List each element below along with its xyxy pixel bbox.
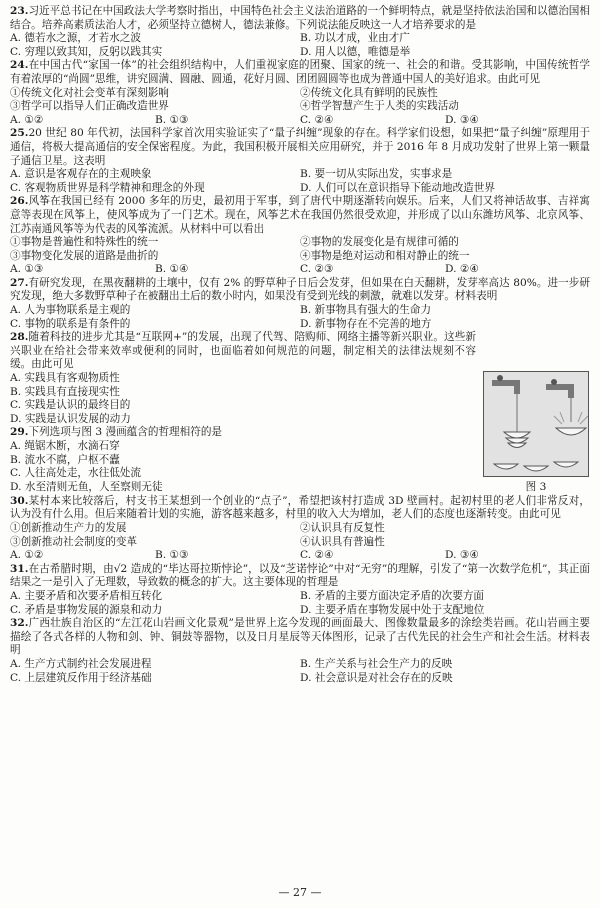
option-c[interactable]: C. 人往高处走，水往低处流: [10, 467, 141, 480]
option-a[interactable]: A. ①③: [10, 263, 44, 276]
option-b[interactable]: B. 生产关系与社会生产力的反映: [300, 657, 453, 670]
option-d[interactable]: D. ③④: [445, 113, 479, 126]
statement-4: ④哲学智慧产生于人类的实践活动: [300, 100, 459, 113]
question-stem: 在古希腊时期，由√2 造成的“毕达哥拉斯悖论”，以及“芝诺悖论”中对“无穷”的理解，引发了“第一次数学危机”，其正面结果之一是引入了无理数，导致数的概念的扩大。这主要体现的哲理是: [10, 562, 590, 589]
option-b[interactable]: B. ①③: [155, 113, 189, 126]
option-d[interactable]: D. ③④: [445, 549, 479, 562]
option-a[interactable]: A. ①②: [10, 549, 44, 562]
options-row: [10, 46, 590, 60]
option-c[interactable]: C. 实践是认识的最终目的: [10, 399, 131, 412]
option-d[interactable]: D. 实践是认识发展的动力: [10, 412, 131, 425]
statement-3: ③哲学可以指导人们正确改造世界: [10, 100, 169, 113]
option-c[interactable]: C. 上层建筑反作用于经济基础: [10, 671, 152, 684]
question-number: 31.: [10, 562, 29, 575]
option-a[interactable]: A. 实践具有客观物质性: [10, 372, 120, 385]
option-a[interactable]: A. 德若水之源，才若水之波: [10, 32, 141, 45]
items-row: [10, 536, 590, 550]
option-d[interactable]: D. 用人以德，唯德是举: [300, 45, 411, 58]
option-b[interactable]: B. 新事物具有强大的生命力: [300, 304, 432, 317]
option-b[interactable]: B. 矛盾的主要方面决定矛盾的次要方面: [300, 590, 485, 602]
question-number: 24.: [10, 59, 29, 72]
question-26: [10, 195, 590, 277]
question-stem: 广西壮族自治区的“左江花山岩画文化景观”是世界上迄今发现的画面最大、图像数量最多的涂绘类岩画。花山岩画主要描绘了各式各样的人物和剑、钟、铜鼓等器物，以及日月星辰等天体图形，记录了古代先民的社会生产和社会生活。材料表明: [10, 617, 590, 657]
option-a[interactable]: A. 意识是客观存在的主观映象: [10, 168, 152, 181]
statement-1: ①传统文化对社会变革有深刻影响: [10, 86, 169, 99]
question-number: 23.: [10, 5, 29, 17]
question-number: 28.: [10, 331, 29, 344]
option-a[interactable]: A. 生产方式制约社会发展进程: [10, 657, 152, 670]
option-d[interactable]: D. 新事物存在不完善的地方: [300, 317, 432, 330]
options-row: [10, 168, 590, 182]
option-b[interactable]: B. 实践具有直接现实性: [10, 385, 120, 398]
items-row: [10, 236, 590, 250]
page-number: — 27 —: [278, 886, 322, 900]
options-row: [10, 658, 590, 672]
question-number: 25.: [10, 127, 29, 140]
question-29: [10, 426, 476, 494]
figure-3: [482, 331, 590, 495]
items-row: [10, 250, 590, 264]
options-row: [10, 318, 590, 332]
options-row: [10, 182, 590, 196]
questions-28-29-block: [10, 331, 590, 495]
options-row: [10, 590, 590, 604]
options-row: [10, 263, 590, 277]
statement-2: ②传统文化具有鲜明的民族性: [300, 86, 438, 99]
option-c[interactable]: C. 事物的联系是有条件的: [10, 317, 131, 330]
question-stem: 20 世纪 80 年代初，法国科学家首次用实验证实了“量子纠缠”现象的存在。科学家们设想，如果把“量子纠缠”原理用于通信，将极大提高通信的安全保密程度。为此，我国积极开展相关应用研究，并于 2016 年 8 月成功发射了世界上第一颗量子通信卫星。这表明: [10, 127, 590, 167]
question-number: 29.: [10, 426, 29, 439]
option-c[interactable]: C. 客观物质世界是科学精神和理念的外现: [10, 181, 205, 194]
option-d[interactable]: D. 社会意识是对社会存在的反映: [300, 671, 453, 684]
option-c[interactable]: C. ②③: [300, 263, 334, 276]
options-row: [10, 304, 590, 318]
options-row: [10, 549, 590, 563]
items-row: [10, 100, 590, 114]
question-stem: 习近平总书记在中国政法大学考察时指出，中国特色社会主义法治道路的一个鲜明特点，就是坚持依法治国和以德治国相结合。培养高素质法治人才，必须坚持立德树人，德法兼修。下列说法能反映这一人才培养要求的是: [10, 5, 590, 31]
question-stem: 风筝在我国已经有 2000 多年的历史，最初用于军事，到了唐代中期逐渐转向娱乐。后来，人们又将神话故事、吉祥寓意等表现在风筝上，使风筝成为了一门艺术。现在，风筝艺术在我国仍然很受欢迎，并形成了以山东潍坊风筝、北京风筝、江苏南通风筝等为代表的风筝流派。从材料中可以看出: [10, 195, 590, 235]
question-stem: 某村本来比较落后，村支书王某想到一个创业的“点子”，希望把该村打造成 3D 壁画村。起初村里的老人们非常反对，认为没有什么用。但后来随着计划的实施，游客越来越多，村里的收入大为增加，老人们的态度也逐渐转变。由此可见: [10, 494, 590, 521]
option-a[interactable]: A. 主要矛盾和次要矛盾相互转化: [10, 590, 163, 602]
question-number: 26.: [10, 195, 29, 208]
statement-3: ③创新推动社会制度的变革: [10, 535, 138, 548]
option-b[interactable]: B. ①③: [155, 549, 189, 562]
statement-2: ②事物的发展变化是有规律可循的: [300, 236, 459, 249]
option-b[interactable]: B. 要一切从实际出发，实事求是: [300, 168, 453, 181]
statement-1: ①创新推动生产力的发展: [10, 522, 127, 535]
statement-4: ④事物是绝对运动和相对静止的统一: [300, 249, 470, 262]
question-number: 32.: [10, 617, 29, 630]
option-a[interactable]: A. 人为事物联系是主观的: [10, 304, 131, 317]
items-row: [10, 87, 590, 101]
question-23: [10, 5, 590, 59]
option-d[interactable]: D. 水至清则无鱼，人至察则无徒: [10, 480, 163, 493]
question-31: [10, 563, 590, 617]
question-stem: 有研究发现，在黑夜翻耕的土壤中，仅有 2% 的野草种子日后会发芽，但如果在白天翻耕，发芽率高达 80%。进一步研究发现，绝大多数野草种子在被翻出土后的数小时内，如果没有受到光线的刺激，就难以发芽。材料表明: [10, 276, 590, 303]
option-d[interactable]: D. 人们可以在意识指导下能动地改造世界: [300, 181, 495, 194]
options-row: [10, 114, 590, 128]
faucet-bowls-cartoon-image: [483, 371, 589, 477]
question-30: [10, 495, 590, 563]
option-b[interactable]: B. ①④: [155, 263, 189, 276]
option-a[interactable]: A. 绳锯木断，水滴石穿: [10, 440, 120, 452]
option-c[interactable]: C. ②④: [300, 113, 334, 126]
statement-3: ③事物变化发展的道路是曲折的: [10, 249, 159, 262]
question-number: 30.: [10, 494, 29, 507]
option-c[interactable]: C. ②④: [300, 549, 334, 562]
question-stem: 随着科技的进步尤其是“互联网+”的发展，出现了代驾、陪购师、网络主播等新兴职业。这些新兴职业在给社会带来效率或便利的同时，也面临着如何规范的问题，制定相关的法律法规刻不容缓。由此可见: [10, 331, 476, 371]
question-24: [10, 59, 590, 127]
question-25: [10, 127, 590, 195]
question-number: 27.: [10, 276, 29, 289]
option-c[interactable]: C. 穷理以致其知，反躬以践其实: [10, 45, 163, 58]
option-d[interactable]: D. ②④: [445, 263, 479, 276]
option-b[interactable]: B. 功以才成，业由才广: [300, 32, 410, 45]
options-row: [10, 672, 590, 686]
option-a[interactable]: A. ①②: [10, 113, 44, 126]
figure-caption: 图 3: [525, 481, 547, 494]
items-row: [10, 522, 590, 536]
options-row: [10, 604, 590, 618]
question-27: [10, 277, 590, 331]
question-32: [10, 617, 590, 685]
statement-4: ④认识具有普遍性: [300, 535, 385, 548]
options-row: [10, 32, 590, 46]
option-b[interactable]: B. 流水不腐，户枢不蠹: [10, 453, 120, 466]
statement-1: ①事物是普遍性和特殊性的统一: [10, 236, 159, 249]
question-stem: 下列选项与图 3 漫画蕴含的哲理相符的是: [28, 426, 223, 439]
option-c[interactable]: C. 矛盾是事物发展的源泉和动力: [10, 603, 163, 616]
question-stem: 在中国古代“家国一体”的社会组织结构中，人们重视家庭的团聚、国家的统一、社会的和谐。受其影响，中国传统哲学有着浓厚的“尚圆”思维，讲究圆满、圆融、圆通，花好月圆、团团圆圆等也成为普通中国人的美好追求。由此可见: [10, 59, 590, 85]
option-d[interactable]: D. 主要矛盾在事物发展中处于支配地位: [300, 603, 485, 616]
question-28: [10, 331, 476, 426]
statement-2: ②认识具有反复性: [300, 522, 385, 535]
